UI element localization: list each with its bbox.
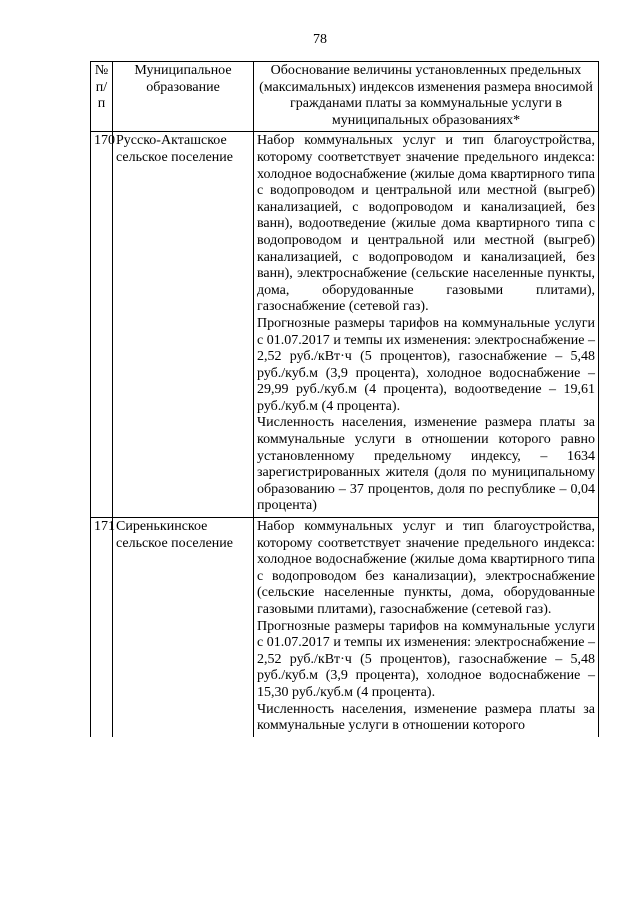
table-row <box>91 518 599 737</box>
justification-cell <box>254 518 599 737</box>
tariffs-paragraph: Прогнозные размеры тарифов на коммунальные услуги с 01.07.2017 и темпы их изменения: электроснабжение – 2,52 руб./кВт·ч (5 процентов), газоснабжение – 5,48 руб./куб.м (3,9 процента), холодное водоснабжение – 15,30 руб./куб.м (4 процента). <box>257 618 595 700</box>
justification-cell <box>254 132 599 518</box>
header-justification: Обоснование величины установленных предельных (максимальных) индексов изменения размера вносимой гражданами платы за коммунальные услуги в муниципальных образованиях* <box>254 62 599 132</box>
row-number: 170 <box>91 132 113 518</box>
table-header-row <box>91 62 599 132</box>
tariff-index-table <box>90 61 599 737</box>
page-number: 78 <box>313 32 327 47</box>
services-paragraph: Набор коммунальных услуг и тип благоустройства, которому соответствует значение предельного индекса: холодное водоснабжение (жилые дома квартирного типа с водопроводом без канализации), электроснабжение (сельские населенные пункты, дома, оборудованные газовыми плитами), газоснабжение (сетевой газ). <box>257 519 595 617</box>
municipality-name: Русско-Акташское сельское поселение <box>113 132 254 518</box>
population-paragraph: Численность населения, изменение размера платы за коммунальные услуги в отношении которого <box>257 701 595 734</box>
header-municipality: Муниципальное образование <box>113 62 254 132</box>
tariffs-paragraph: Прогнозные размеры тарифов на коммунальные услуги с 01.07.2017 и темпы их изменения: электроснабжение – 2,52 руб./кВт·ч (5 процентов), газоснабжение – 5,48 руб./куб.м (3,9 процента), холодное водоснабжение – 29,99 руб./куб.м (4 процента), водоотведение – 19,61 руб./куб.м (4 процента). <box>257 315 595 414</box>
municipality-name: Сиренькинское сельское поселение <box>113 518 254 737</box>
population-paragraph: Численность населения, изменение размера платы за коммунальные услуги в отношении которого равно установленному предельному индексу, – 1634 зарегистрированных жителя (доля по муниципальному образованию – 37 процентов, доля по республике – 0,04 процента) <box>257 415 595 514</box>
header-number: № п/п <box>91 62 113 132</box>
table-row <box>91 132 599 518</box>
row-number: 171 <box>91 518 113 737</box>
services-paragraph: Набор коммунальных услуг и тип благоустройства, которому соответствует значение предельного индекса: холодное водоснабжение (жилые дома квартирного типа с водопроводом и центральной или местной (выгреб) канализацией, с водопроводом и канализацией, без ванн), водоотведение (жилые дома квартирного типа с водопроводом и центральной или местной (выгреб) канализацией, с водопроводом и канализацией, без ванн), электроснабжение (сельские населенные пункты, дома, оборудованные газовыми плитами), газоснабжение (сетевой газ). <box>257 133 595 315</box>
